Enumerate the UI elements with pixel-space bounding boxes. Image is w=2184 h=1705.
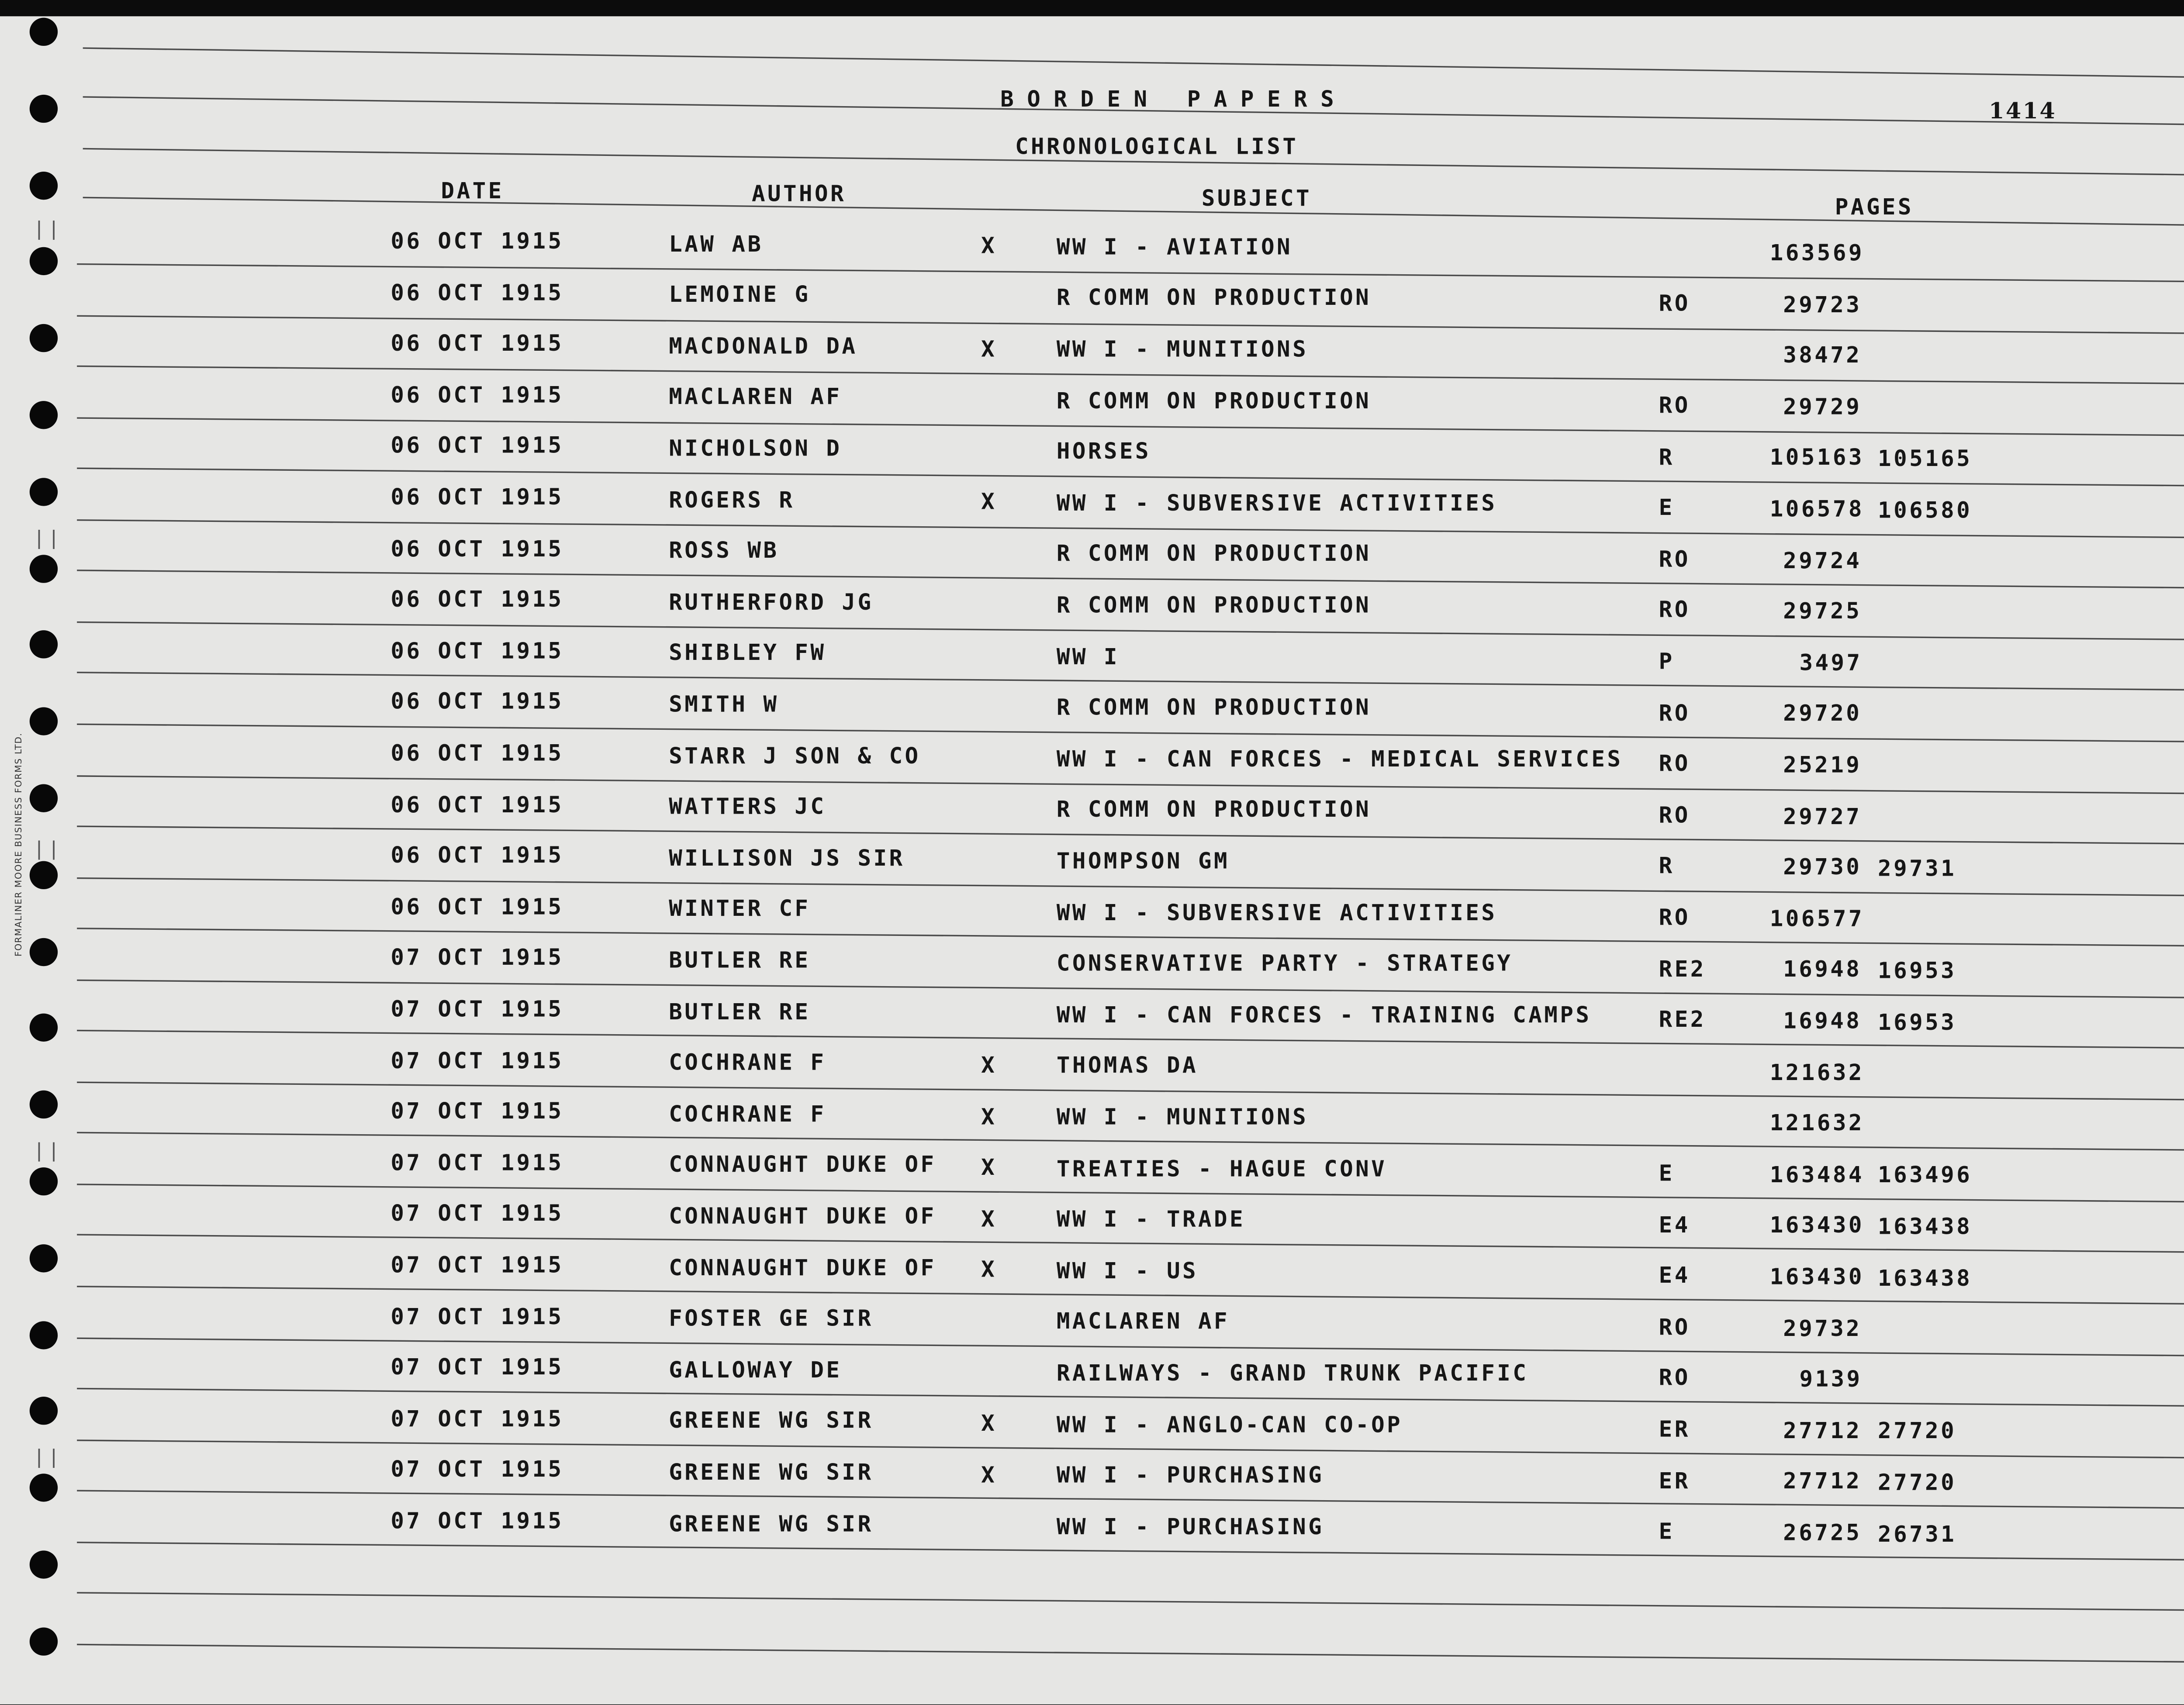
feed-hole-icon [30,94,58,122]
row-author: WINTER CF [669,895,811,922]
row-page-end: 163438 [1878,1264,1973,1291]
row-code: R [1659,443,1675,470]
row-page-start: 38472 [1783,342,1862,369]
row-date: 06 OCT 1915 [390,893,564,920]
row-page-start: 29723 [1783,290,1862,318]
feed-hole-icon [30,1627,58,1655]
row-date: 07 OCT 1915 [390,1405,564,1432]
row-subject: WW I - SUBVERSIVE ACTIVITIES [1056,899,1497,926]
row-author: CONNAUGHT DUKE OF [669,1151,936,1178]
row-page-start: 106578 [1769,495,1864,522]
row-page-end: 16953 [1878,1008,1957,1035]
row-code: RO [1659,545,1690,573]
row-flag: X [981,1410,997,1437]
row-page-end: 106580 [1878,496,1973,523]
row-date: 06 OCT 1915 [390,637,564,664]
row-subject: WW I - CAN FORCES - TRAINING CAMPS [1056,1001,1592,1028]
row-page-end: 163496 [1878,1162,1973,1189]
row-subject: TREATIES - HAGUE CONV [1056,1155,1387,1182]
row-page-start: 106577 [1769,905,1864,932]
row-date: 07 OCT 1915 [390,1149,564,1176]
perforation-tick-icon: ❘❘ [31,1447,61,1470]
row-subject: R COMM ON PRODUCTION [1056,592,1372,619]
ruled-line [83,47,2184,78]
row-page-start: 16948 [1783,956,1862,983]
row-code: RE2 [1659,955,1706,982]
row-page-start: 29729 [1783,393,1862,420]
row-date: 06 OCT 1915 [390,739,564,766]
row-flag: X [981,1461,997,1488]
row-author: BUTLER RE [669,947,811,974]
row-author: RUTHERFORD JG [669,588,874,615]
row-date: 06 OCT 1915 [390,535,564,562]
row-author: WILLISON JS SIR [669,844,905,871]
ruled-line [77,1081,2184,1101]
feed-hole-icon [30,1167,58,1195]
row-date: 06 OCT 1915 [390,842,564,869]
list-subtitle: CHRONOLOGICAL LIST [1015,133,1299,160]
row-page-start: 27712 [1783,1417,1862,1444]
row-flag: X [981,233,997,260]
row-date: 07 OCT 1915 [390,995,564,1022]
row-page-end: 105165 [1878,445,1973,472]
row-page-start: 9139 [1799,1366,1863,1393]
feed-hole-icon [30,631,58,659]
feed-hole-icon [30,478,58,506]
row-author: LAW AB [669,230,764,257]
row-page-end: 27720 [1878,1469,1957,1496]
feed-hole-icon [30,18,58,46]
ruled-line [77,774,2184,794]
row-page-start: 163484 [1769,1161,1864,1188]
row-page-start: 25219 [1783,751,1862,778]
row-flag: X [981,1154,997,1181]
feed-hole-icon [30,1014,58,1042]
row-subject: WW I - PURCHASING [1056,1513,1324,1540]
row-date: 07 OCT 1915 [390,1508,564,1535]
row-page-start: 3497 [1799,649,1863,676]
row-date: 06 OCT 1915 [390,586,564,613]
feed-hole-icon [30,937,58,965]
row-author: GREENE WG SIR [669,1459,874,1486]
row-date: 06 OCT 1915 [390,483,564,511]
row-flag: X [981,335,997,362]
perforation-tick-icon: ❘❘ [31,1140,61,1163]
row-author: WATTERS JC [669,793,826,820]
feed-hole-icon [30,248,58,276]
row-flag: X [981,1256,997,1284]
ruled-line [77,1286,2184,1305]
row-subject: CONSERVATIVE PARTY - STRATEGY [1056,950,1513,977]
row-author: GALLOWAY DE [669,1356,842,1383]
feed-hole-icon [30,1474,58,1502]
row-flag: X [981,489,997,516]
ruled-line [77,877,2184,896]
row-date: 07 OCT 1915 [390,1252,564,1279]
ruled-line [77,1184,2184,1203]
feed-hole-icon [30,1550,58,1578]
row-subject: WW I - AVIATION [1056,233,1293,260]
row-page-start: 121632 [1769,1058,1864,1085]
row-subject: R COMM ON PRODUCTION [1056,797,1372,824]
form-imprint: FORMALINER MOORE BUSINESS FORMS LTD. [14,732,24,957]
row-page-start: 121632 [1769,1110,1864,1137]
row-author: STARR J SON & CO [669,742,921,769]
row-page-start: 29727 [1783,802,1862,829]
row-page-start: 163569 [1769,239,1864,266]
page-number: 1414 [1989,97,2057,124]
feed-hole-icon [30,784,58,812]
ruled-line [77,1592,2184,1612]
column-header-author: AUTHOR [751,180,847,207]
row-date: 07 OCT 1915 [390,1456,564,1483]
document-title: BORDEN PAPERS [1000,86,1348,113]
row-author: FOSTER GE SIR [669,1305,874,1332]
row-author: COCHRANE F [669,1100,826,1127]
feed-hole-icon [30,401,58,429]
ruled-line [77,1388,2184,1407]
row-author: LEMOINE G [669,281,811,308]
row-author: SMITH W [669,691,779,718]
row-code: E4 [1659,1262,1690,1289]
row-code: RO [1659,801,1690,828]
scan-top-edge [0,0,2184,16]
row-code: E [1659,1160,1675,1187]
row-date: 07 OCT 1915 [390,1200,564,1227]
row-subject: WW I - US [1056,1257,1199,1284]
row-subject: WW I - CAN FORCES - MEDICAL SERVICES [1056,745,1623,772]
row-code: RO [1659,1365,1690,1392]
row-subject: R COMM ON PRODUCTION [1056,540,1372,567]
row-date: 06 OCT 1915 [390,688,564,715]
row-flag: X [981,1052,997,1079]
feed-hole-icon [30,171,58,199]
row-flag: X [981,1205,997,1232]
row-author: SHIBLEY FW [669,639,826,666]
row-author: MACLAREN AF [669,383,842,411]
row-page-start: 163430 [1769,1263,1864,1290]
feed-hole-icon [30,1321,58,1349]
row-author: CONNAUGHT DUKE OF [669,1203,936,1230]
row-author: CONNAUGHT DUKE OF [669,1254,936,1281]
row-author: ROGERS R [669,486,795,513]
row-code: E4 [1659,1211,1690,1238]
row-date: 06 OCT 1915 [390,279,564,306]
row-code: RO [1659,750,1690,777]
column-header-pages: PAGES [1835,193,1914,221]
row-author: ROSS WB [669,537,779,564]
row-date: 07 OCT 1915 [390,1098,564,1125]
row-page-start: 29725 [1783,598,1862,625]
row-code: RO [1659,392,1690,419]
row-code: E [1659,494,1675,521]
row-author: GREENE WG SIR [669,1408,874,1435]
row-page-end: 163438 [1878,1213,1973,1240]
feed-hole-icon [30,1091,58,1118]
row-code: R [1659,852,1675,880]
row-code: RO [1659,290,1690,317]
row-date: 06 OCT 1915 [390,381,564,408]
feed-hole-icon [30,861,58,889]
row-page-start: 29720 [1783,700,1862,727]
column-header-date: DATE [441,177,504,204]
feed-hole-icon [30,324,58,352]
row-code: ER [1659,1416,1690,1443]
row-author: BUTLER RE [669,998,811,1025]
row-page-start: 105163 [1769,444,1864,471]
perforation-tick-icon: ❘❘ [31,219,61,242]
column-header-subject: SUBJECT [1201,185,1312,212]
row-date: 07 OCT 1915 [390,1354,564,1381]
row-subject: HORSES [1056,438,1151,465]
ruled-line [77,1439,2184,1458]
row-page-end: 16953 [1878,957,1957,984]
row-subject: WW I - SUBVERSIVE ACTIVITIES [1056,489,1497,516]
row-page-start: 16948 [1783,1007,1862,1034]
perforation-tick-icon: ❘❘ [31,528,61,551]
perforation-tick-icon: ❘❘ [31,839,61,861]
row-page-start: 29732 [1783,1315,1862,1342]
row-subject: WW I [1056,643,1120,670]
ruled-line [77,1490,2184,1509]
row-date: 06 OCT 1915 [390,432,564,459]
row-page-start: 29730 [1783,854,1862,881]
ruled-line [77,1337,2184,1356]
row-flag: X [981,1103,997,1130]
row-page-start: 26725 [1783,1519,1862,1546]
row-subject: R COMM ON PRODUCTION [1056,284,1372,311]
row-subject: THOMPSON GM [1056,848,1230,875]
row-code: RO [1659,597,1690,624]
row-subject: WW I - TRADE [1056,1206,1246,1233]
row-page-start: 27712 [1783,1468,1862,1495]
ruled-line [77,1132,2184,1152]
ruled-line [77,1643,2184,1663]
row-subject: R COMM ON PRODUCTION [1056,694,1372,721]
row-date: 07 OCT 1915 [390,1047,564,1074]
row-date: 07 OCT 1915 [390,1303,564,1330]
row-subject: WW I - MUNITIONS [1056,336,1309,363]
row-author: GREENE WG SIR [669,1510,874,1537]
row-date: 06 OCT 1915 [390,330,564,357]
row-date: 07 OCT 1915 [390,944,564,971]
row-page-end: 29731 [1878,855,1957,882]
row-code: RO [1659,699,1690,726]
feed-hole-icon [30,1244,58,1272]
row-subject: R COMM ON PRODUCTION [1056,387,1372,414]
row-subject: THOMAS DA [1056,1053,1199,1080]
feed-hole-icon [30,708,58,735]
row-author: MACDONALD DA [669,332,858,359]
row-code: RO [1659,1313,1690,1340]
row-author: NICHOLSON D [669,435,842,462]
row-page-start: 29724 [1783,546,1862,573]
row-author: COCHRANE F [669,1049,826,1076]
feed-hole-icon [30,1397,58,1425]
row-code: RO [1659,904,1690,931]
ruled-line [77,1235,2184,1254]
row-subject: WW I - MUNITIONS [1056,1104,1309,1131]
row-date: 06 OCT 1915 [390,228,564,255]
row-page-end: 27720 [1878,1418,1957,1445]
row-subject: RAILWAYS - GRAND TRUNK PACIFIC [1056,1360,1529,1387]
row-page-start: 163430 [1769,1212,1864,1239]
ruled-line [77,1030,2184,1049]
feed-hole-icon [30,554,58,582]
row-code: E [1659,1518,1675,1545]
row-code: P [1659,648,1675,675]
row-subject: WW I - ANGLO-CAN CO-OP [1056,1411,1403,1438]
row-code: ER [1659,1467,1690,1494]
row-page-end: 26731 [1878,1520,1957,1547]
row-code: RE2 [1659,1006,1706,1033]
row-date: 06 OCT 1915 [390,791,564,818]
row-subject: WW I - PURCHASING [1056,1462,1324,1489]
row-subject: MACLAREN AF [1056,1308,1230,1336]
ruled-line [77,1541,2184,1560]
